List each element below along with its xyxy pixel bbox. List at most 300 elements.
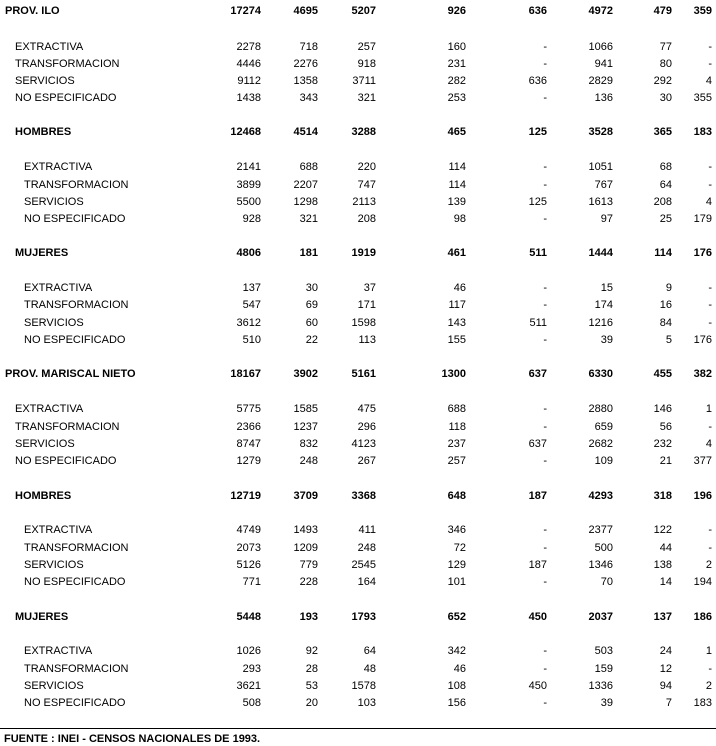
table-cell: 187 — [528, 490, 547, 502]
table-cell: 101 — [447, 576, 466, 588]
table-cell: 18167 — [230, 368, 261, 380]
table-cell: - — [543, 282, 547, 294]
row-label: NO ESPECIFICADO — [15, 92, 117, 104]
table-cell: 1298 — [293, 196, 318, 208]
table-cell: 137 — [242, 282, 261, 294]
table-cell: 138 — [653, 559, 672, 571]
table-cell: 98 — [453, 213, 466, 225]
table-cell: 2829 — [588, 75, 613, 87]
table-cell: 4514 — [293, 126, 318, 138]
table-cell: 2682 — [588, 438, 613, 450]
table-cell: 475 — [357, 403, 376, 415]
table-cell: 46 — [453, 663, 466, 675]
row-label: SERVICIOS — [24, 680, 84, 692]
table-cell: 70 — [600, 576, 613, 588]
row-label: TRANSFORMACION — [24, 299, 129, 311]
row-label: EXTRACTIVA — [24, 161, 93, 173]
table-cell: 637 — [528, 368, 547, 380]
table-cell: 4 — [705, 75, 712, 87]
table-cell: 160 — [447, 41, 466, 53]
table-row — [0, 575, 716, 589]
row-label: SERVICIOS — [24, 317, 84, 329]
table-cell: 196 — [693, 490, 712, 502]
table-cell: 2113 — [352, 196, 376, 208]
table-cell: 450 — [528, 611, 547, 623]
table-cell: - — [708, 542, 712, 554]
table-cell: 292 — [653, 75, 672, 87]
table-cell: 2 — [705, 680, 712, 692]
table-cell: 181 — [299, 247, 318, 259]
table-row — [0, 558, 716, 572]
table-cell: 6330 — [588, 368, 613, 380]
table-cell: 171 — [357, 299, 376, 311]
table-cell: 122 — [653, 524, 672, 536]
table-cell: 267 — [357, 455, 376, 467]
table-cell: 343 — [299, 92, 318, 104]
table-cell: - — [543, 455, 547, 467]
table-cell: 1585 — [293, 403, 318, 415]
table-row — [0, 316, 716, 330]
table-cell: 2037 — [588, 611, 613, 623]
table-cell: 318 — [653, 490, 672, 502]
table-cell: 4 — [705, 438, 712, 450]
table-cell: 321 — [357, 92, 376, 104]
table-cell: 1216 — [588, 317, 613, 329]
table-cell: - — [543, 213, 547, 225]
table-cell: 109 — [594, 455, 613, 467]
table-cell: - — [543, 41, 547, 53]
table-cell: 1 — [705, 645, 712, 657]
table-cell: 208 — [653, 196, 672, 208]
row-label: EXTRACTIVA — [24, 524, 93, 536]
table-cell: 461 — [447, 247, 466, 259]
row-label: EXTRACTIVA — [24, 645, 93, 657]
table-cell: 9 — [665, 282, 672, 294]
table-cell: 237 — [447, 438, 466, 450]
table-cell: 4806 — [236, 247, 261, 259]
table-cell: 747 — [357, 179, 376, 191]
table-row — [0, 195, 716, 209]
table-cell: 125 — [528, 196, 547, 208]
table-cell: 503 — [594, 645, 613, 657]
table-cell: 1300 — [441, 368, 466, 380]
table-row — [0, 125, 716, 139]
row-label: TRANSFORMACION — [24, 663, 129, 675]
table-cell: 14 — [659, 576, 672, 588]
table-cell: - — [708, 282, 712, 294]
table-cell: 293 — [242, 663, 261, 675]
table-cell: - — [543, 403, 547, 415]
row-label: TRANSFORMACION — [24, 542, 129, 554]
table-cell: 3621 — [236, 680, 261, 692]
table-cell: 4293 — [588, 490, 613, 502]
table-cell: 183 — [693, 126, 712, 138]
table-cell: 60 — [305, 317, 318, 329]
row-label: MUJERES — [15, 247, 69, 259]
table-cell: 129 — [447, 559, 466, 571]
table-cell: 1 — [705, 403, 712, 415]
row-label: SERVICIOS — [15, 438, 75, 450]
table-cell: 146 — [653, 403, 672, 415]
table-cell: 257 — [447, 455, 466, 467]
table-cell: 508 — [242, 697, 261, 709]
table-row — [0, 4, 716, 18]
table-cell: 186 — [693, 611, 712, 623]
table-cell: - — [543, 334, 547, 346]
table-cell: 118 — [448, 421, 466, 433]
table-cell: 37 — [363, 282, 376, 294]
table-cell: 5126 — [236, 559, 261, 571]
table-cell: 688 — [299, 161, 318, 173]
table-cell: - — [543, 524, 547, 536]
table-cell: 12719 — [230, 490, 261, 502]
table-cell: 176 — [693, 247, 712, 259]
row-label: PROV. MARISCAL NIETO — [5, 368, 136, 380]
table-cell: 2073 — [236, 542, 261, 554]
row-label: NO ESPECIFICADO — [15, 455, 117, 467]
table-cell: - — [543, 645, 547, 657]
row-label: SERVICIOS — [24, 196, 84, 208]
table-cell: - — [708, 58, 712, 70]
table-cell: 1793 — [351, 611, 376, 623]
table-cell: 4972 — [588, 5, 613, 17]
table-cell: 2377 — [588, 524, 613, 536]
table-row — [0, 696, 716, 710]
table-cell: 77 — [659, 41, 672, 53]
table-cell: 296 — [357, 421, 376, 433]
table-cell: 648 — [447, 490, 466, 502]
table-cell: 1444 — [588, 247, 613, 259]
table-cell: 24 — [659, 645, 672, 657]
table-cell: 20 — [305, 697, 318, 709]
table-cell: 511 — [529, 317, 547, 329]
table-cell: 1493 — [293, 524, 318, 536]
table-cell: 12 — [659, 663, 672, 675]
table-cell: 2545 — [351, 559, 376, 571]
row-label: HOMBRES — [15, 490, 72, 502]
table-row — [0, 679, 716, 693]
table-cell: 4123 — [351, 438, 376, 450]
table-cell: - — [543, 58, 547, 70]
table-cell: 918 — [357, 58, 376, 70]
table-cell: 136 — [594, 92, 613, 104]
row-label: NO ESPECIFICADO — [24, 334, 126, 346]
table-cell: 228 — [299, 576, 318, 588]
table-cell: - — [543, 92, 547, 104]
table-cell: - — [543, 299, 547, 311]
table-row — [0, 489, 716, 503]
table-cell: 510 — [242, 334, 261, 346]
table-row — [0, 367, 716, 381]
table-cell: 377 — [693, 455, 712, 467]
table-cell: 636 — [528, 75, 547, 87]
table-cell: 30 — [305, 282, 318, 294]
table-cell: 94 — [659, 680, 672, 692]
table-cell: 941 — [594, 58, 613, 70]
table-row — [0, 541, 716, 555]
table-cell: 465 — [447, 126, 466, 138]
table-cell: 176 — [693, 334, 712, 346]
row-label: TRANSFORMACION — [15, 58, 120, 70]
table-cell: 1578 — [351, 680, 376, 692]
table-cell: 688 — [447, 403, 466, 415]
table-cell: 53 — [305, 680, 318, 692]
table-cell: 174 — [594, 299, 613, 311]
table-cell: 1613 — [588, 196, 613, 208]
table-cell: - — [543, 663, 547, 675]
table-cell: 248 — [299, 455, 318, 467]
table-cell: 44 — [659, 542, 672, 554]
table-cell: 1066 — [588, 41, 613, 53]
table-cell: 767 — [594, 179, 613, 191]
table-cell: 411 — [358, 524, 376, 536]
table-cell: 159 — [594, 663, 613, 675]
table-cell: 257 — [357, 41, 376, 53]
table-cell: 208 — [357, 213, 376, 225]
table-cell: - — [708, 41, 712, 53]
table-cell: 3711 — [352, 75, 376, 87]
table-cell: 2207 — [293, 179, 318, 191]
table-cell: 1346 — [588, 559, 613, 571]
table-cell: 1279 — [236, 455, 261, 467]
source-footnote: FUENTE : INEI - CENSOS NACIONALES DE 1993. — [4, 733, 261, 745]
table-cell: 220 — [357, 161, 376, 173]
table-cell: 21 — [659, 455, 672, 467]
row-label: SERVICIOS — [24, 559, 84, 571]
table-cell: 2278 — [236, 41, 261, 53]
table-cell: 1026 — [236, 645, 261, 657]
table-cell: 114 — [448, 161, 466, 173]
table-cell: 365 — [653, 126, 672, 138]
table-cell: 282 — [447, 75, 466, 87]
table-cell: - — [543, 179, 547, 191]
table-row — [0, 644, 716, 658]
table-cell: 1051 — [588, 161, 613, 173]
row-label: EXTRACTIVA — [24, 282, 93, 294]
table-cell: 636 — [528, 5, 547, 17]
table-row — [0, 454, 716, 468]
table-cell: 22 — [305, 334, 318, 346]
table-row — [0, 246, 716, 260]
table-cell: 4446 — [236, 58, 261, 70]
footer-divider — [0, 728, 716, 729]
table-cell: 2276 — [293, 58, 318, 70]
table-cell: 652 — [447, 611, 466, 623]
table-cell: 16 — [659, 299, 672, 311]
table-cell: 500 — [594, 542, 613, 554]
table-cell: 1336 — [588, 680, 613, 692]
table-cell: 479 — [653, 5, 672, 17]
table-cell: 455 — [653, 368, 672, 380]
table-cell: 3528 — [588, 126, 613, 138]
table-cell: 5775 — [236, 403, 261, 415]
table-cell: 139 — [447, 196, 466, 208]
table-cell: 4 — [705, 196, 712, 208]
table-row — [0, 437, 716, 451]
table-row — [0, 420, 716, 434]
table-cell: 2 — [705, 559, 712, 571]
table-cell: 1598 — [351, 317, 376, 329]
table-cell: 232 — [653, 438, 672, 450]
table-cell: 156 — [447, 697, 466, 709]
table-cell: 5 — [665, 334, 672, 346]
table-cell: 103 — [357, 697, 376, 709]
table-cell: 2880 — [588, 403, 613, 415]
table-cell: - — [708, 317, 712, 329]
table-cell: 3612 — [236, 317, 261, 329]
table-cell: 637 — [528, 438, 547, 450]
table-cell: 187 — [528, 559, 547, 571]
table-cell: 69 — [305, 299, 318, 311]
table-cell: - — [708, 161, 712, 173]
table-cell: 39 — [600, 697, 613, 709]
table-cell: 3288 — [351, 126, 376, 138]
table-cell: 72 — [453, 542, 466, 554]
table-cell: 2141 — [236, 161, 261, 173]
table-cell: 48 — [363, 663, 376, 675]
table-cell: 179 — [693, 213, 712, 225]
table-row — [0, 281, 716, 295]
table-cell: 253 — [447, 92, 466, 104]
table-cell: - — [708, 179, 712, 191]
row-label: EXTRACTIVA — [15, 403, 84, 415]
row-label: TRANSFORMACION — [15, 421, 120, 433]
table-cell: 3368 — [351, 490, 376, 502]
table-cell: 4749 — [236, 524, 261, 536]
table-cell: 1209 — [293, 542, 318, 554]
table-cell: - — [543, 421, 547, 433]
table-cell: - — [543, 697, 547, 709]
table-cell: 1358 — [293, 75, 318, 87]
table-cell: 346 — [447, 524, 466, 536]
row-label: NO ESPECIFICADO — [24, 697, 126, 709]
table-cell: 183 — [693, 697, 712, 709]
table-cell: 926 — [447, 5, 466, 17]
table-cell: 832 — [299, 438, 318, 450]
table-cell: 64 — [659, 179, 672, 191]
table-cell: - — [543, 542, 547, 554]
table-cell: 114 — [448, 179, 466, 191]
table-cell: 113 — [358, 334, 376, 346]
row-label: HOMBRES — [15, 126, 72, 138]
table-cell: 46 — [453, 282, 466, 294]
table-cell: 92 — [305, 645, 318, 657]
table-row — [0, 333, 716, 347]
table-cell: 137 — [653, 611, 672, 623]
table-cell: 382 — [693, 368, 712, 380]
table-row — [0, 402, 716, 416]
row-label: NO ESPECIFICADO — [24, 576, 126, 588]
table-cell: 718 — [299, 41, 318, 53]
table-row — [0, 160, 716, 174]
table-row — [0, 298, 716, 312]
table-cell: 15 — [600, 282, 613, 294]
table-cell: 9112 — [237, 75, 261, 87]
table-cell: 1919 — [351, 247, 376, 259]
table-cell: 194 — [693, 576, 712, 588]
table-row — [0, 523, 716, 537]
table-cell: 4695 — [293, 5, 318, 17]
table-cell: 17274 — [230, 5, 261, 17]
table-cell: 125 — [528, 126, 547, 138]
table-cell: 771 — [242, 576, 261, 588]
table-cell: 117 — [448, 299, 466, 311]
table-cell: 30 — [659, 92, 672, 104]
table-cell: 5207 — [351, 5, 376, 17]
table-cell: 3709 — [293, 490, 318, 502]
table-cell: 547 — [242, 299, 261, 311]
table-cell: 1438 — [236, 92, 261, 104]
table-cell: - — [543, 576, 547, 588]
row-label: MUJERES — [15, 611, 69, 623]
table-cell: 928 — [242, 213, 261, 225]
table-cell: 359 — [693, 5, 712, 17]
table-cell: 28 — [305, 663, 318, 675]
table-cell: 143 — [447, 317, 466, 329]
table-cell: 39 — [600, 334, 613, 346]
row-label: SERVICIOS — [15, 75, 75, 87]
table-cell: 342 — [447, 645, 466, 657]
table-cell: - — [708, 663, 712, 675]
table-cell: 5500 — [236, 196, 261, 208]
table-cell: 779 — [299, 559, 318, 571]
table-cell: 25 — [659, 213, 672, 225]
table-cell: 155 — [447, 334, 466, 346]
table-cell: 231 — [447, 58, 466, 70]
table-cell: 450 — [528, 680, 547, 692]
table-cell: 248 — [357, 542, 376, 554]
table-cell: 64 — [363, 645, 376, 657]
table-row — [0, 74, 716, 88]
table-cell: - — [708, 421, 712, 433]
table-row — [0, 40, 716, 54]
table-row — [0, 57, 716, 71]
row-label: NO ESPECIFICADO — [24, 213, 126, 225]
table-cell: 68 — [659, 161, 672, 173]
table-cell: - — [708, 299, 712, 311]
row-label: EXTRACTIVA — [15, 41, 84, 53]
table-cell: 84 — [659, 317, 672, 329]
table-row — [0, 91, 716, 105]
table-cell: 3899 — [236, 179, 261, 191]
table-row — [0, 662, 716, 676]
table-cell: 97 — [600, 213, 613, 225]
table-cell: 7 — [665, 697, 672, 709]
table-cell: 5448 — [236, 611, 261, 623]
table-cell: 1237 — [293, 421, 318, 433]
table-cell: 3902 — [293, 368, 318, 380]
table-cell: - — [708, 524, 712, 536]
table-cell: 193 — [299, 611, 318, 623]
table-cell: 8747 — [236, 438, 261, 450]
table-row — [0, 212, 716, 226]
table-cell: 12468 — [230, 126, 261, 138]
table-cell: - — [543, 161, 547, 173]
table-cell: 2366 — [236, 421, 261, 433]
table-cell: 80 — [659, 58, 672, 70]
table-cell: 56 — [659, 421, 672, 433]
table-cell: 164 — [357, 576, 376, 588]
table-cell: 355 — [693, 92, 712, 104]
table-cell: 5161 — [351, 368, 376, 380]
table-cell: 659 — [594, 421, 613, 433]
table-cell: 114 — [654, 247, 672, 259]
table-cell: 511 — [529, 247, 547, 259]
table-cell: 108 — [447, 680, 466, 692]
row-label: PROV. ILO — [5, 5, 60, 17]
table-row — [0, 178, 716, 192]
table-row — [0, 610, 716, 624]
